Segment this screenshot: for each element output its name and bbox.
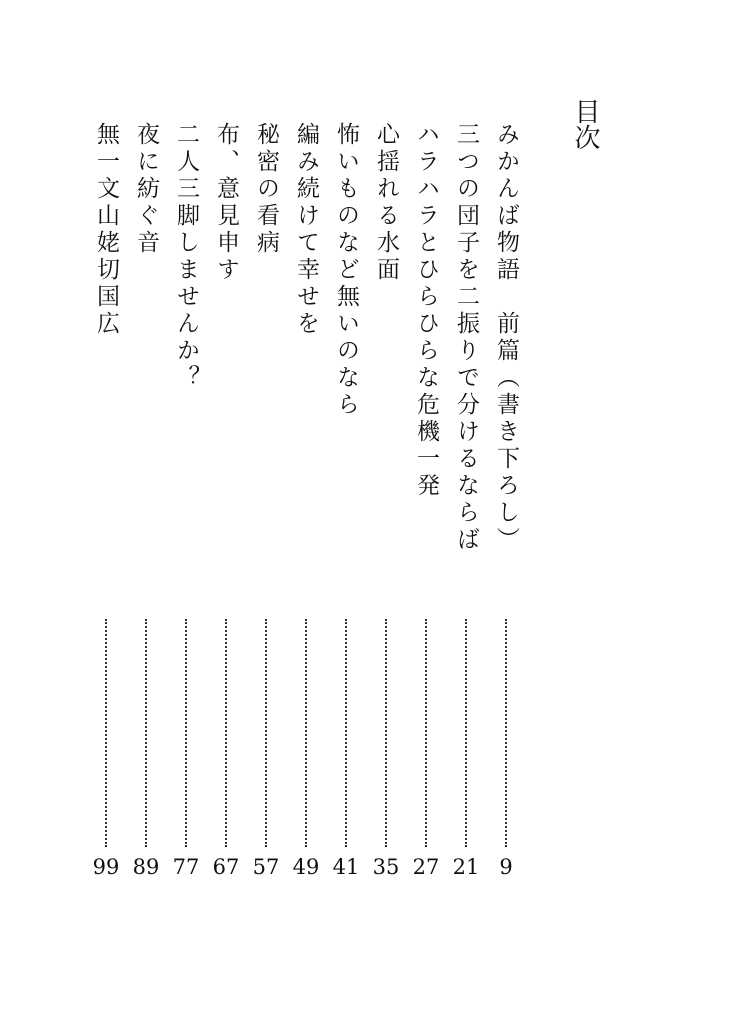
- leader-dots: [385, 619, 387, 847]
- leader-dots: [345, 619, 347, 847]
- page-number: 27: [412, 855, 440, 879]
- leader-dots: [145, 619, 147, 847]
- toc-entry[interactable]: [171, 122, 201, 882]
- entry-title: 秘密の看病: [253, 122, 279, 257]
- leader-dots: [185, 619, 187, 847]
- leader-dots: [425, 619, 427, 847]
- entry-title: 心揺れる水面: [373, 122, 399, 284]
- toc-entry[interactable]: [211, 122, 241, 882]
- entry-title: 編み続けて幸せを: [293, 122, 319, 338]
- leader-dots: [505, 619, 507, 847]
- toc-entry[interactable]: [491, 122, 521, 882]
- page-number: 41: [332, 855, 360, 879]
- page-number: 99: [92, 855, 120, 879]
- toc-entry[interactable]: [411, 122, 441, 882]
- page-number: 77: [172, 855, 200, 879]
- page-number: 21: [452, 855, 480, 879]
- entry-title: 無一文山姥切国広: [93, 122, 119, 338]
- entry-title: 怖いものなど無いのなら: [333, 122, 359, 419]
- leader-dots: [305, 619, 307, 847]
- entry-title: 夜に紡ぐ音: [133, 122, 159, 257]
- page-number: 67: [212, 855, 240, 879]
- leader-dots: [105, 619, 107, 847]
- entry-title: ハラハラとひらひらな危機一発: [413, 122, 439, 500]
- leader-dots: [465, 619, 467, 847]
- toc-entry[interactable]: [291, 122, 321, 882]
- toc-entry[interactable]: [371, 122, 401, 882]
- page-number: 89: [132, 855, 160, 879]
- toc-entry[interactable]: [451, 122, 481, 882]
- toc-entry[interactable]: [91, 122, 121, 882]
- toc-entry[interactable]: [131, 122, 161, 882]
- entry-title: みかんば物語 前篇（書き下ろし）: [493, 122, 519, 554]
- entry-title: 三つの団子を二振りで分けるならば: [453, 122, 479, 554]
- entry-title: 二人三脚しませんか？: [173, 122, 199, 392]
- page-number: 35: [372, 855, 400, 879]
- page-number: 57: [252, 855, 280, 879]
- toc-entry[interactable]: [331, 122, 361, 882]
- page-number: 9: [499, 855, 513, 879]
- entry-title: 布、意見申す: [213, 122, 239, 284]
- leader-dots: [225, 619, 227, 847]
- leader-dots: [265, 619, 267, 847]
- page-number: 49: [292, 855, 320, 879]
- toc-title: 目次: [570, 98, 600, 150]
- toc-entry[interactable]: [251, 122, 281, 882]
